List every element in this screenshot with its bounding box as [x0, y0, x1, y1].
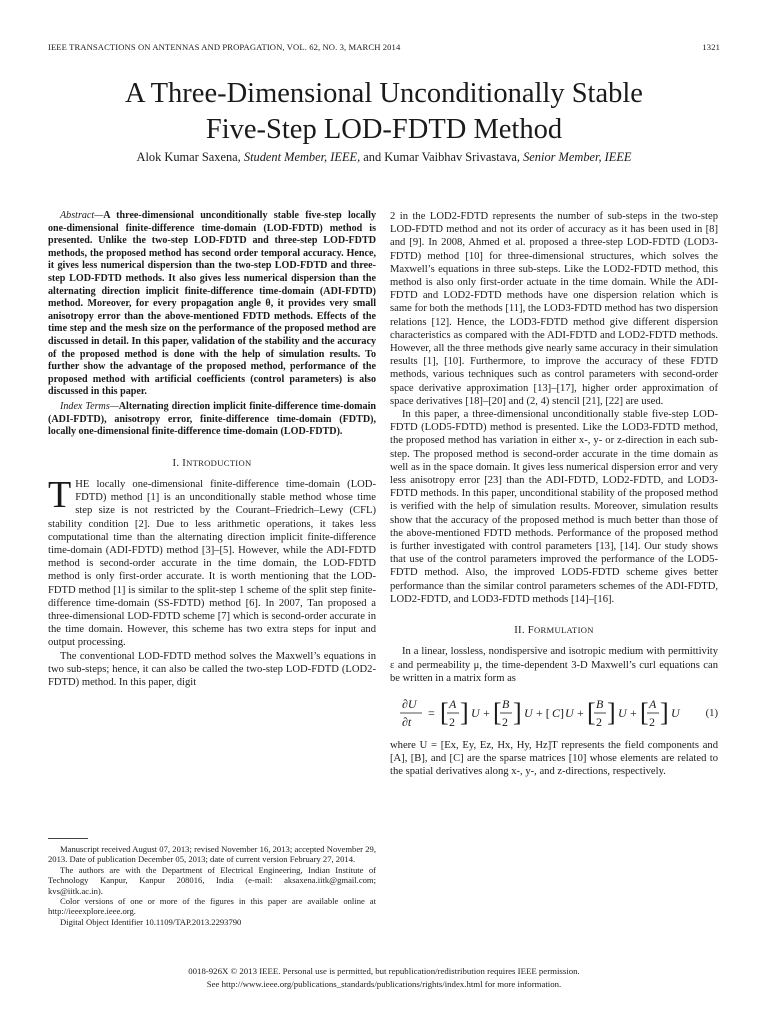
svg-text:U: U [565, 705, 574, 720]
author-line [48, 150, 720, 165]
equation-1 [390, 693, 718, 733]
svg-text:B: B [596, 696, 604, 711]
footnote-manuscript: Manuscript received August 07, 2013; revised November 16, 2013; accepted November 29, 2013. Date of publication December 05, 2013; date of current version February 27, 2014. [48, 844, 376, 865]
svg-text:2: 2 [502, 714, 508, 729]
svg-text:+ [: + [ [536, 705, 550, 720]
svg-text:U: U [524, 705, 533, 720]
author-2-role: Senior Member, IEEE [523, 150, 632, 164]
author-1-role: Student Member, IEEE, [243, 150, 361, 164]
intro-paragraph-1 [48, 473, 376, 650]
abstract [48, 210, 376, 399]
svg-text:2: 2 [449, 714, 455, 729]
intro-paragraph-2: The conventional LOD-FDTD method solves the Maxwell’s equations in two sub-steps; hence, it can also be called the two-step LOD-FDTD (LOD2-FDTD) method. In this paper, digit [48, 650, 376, 688]
svg-text:U: U [671, 705, 680, 720]
svg-text:B: B [502, 696, 510, 711]
svg-text:+: + [577, 705, 584, 720]
svg-text:]: ] [660, 697, 669, 727]
svg-text:[: [ [640, 697, 649, 727]
svg-text:]: ] [607, 697, 616, 727]
formulation-paragraph-1: In a linear, lossless, nondispersive and isotropic medium with permittivity ε and permeability μ, the time-dependent 3-D Maxwell’s curl equations can be written in a matrix form as [390, 646, 718, 684]
author-2: Kumar Vaibhav Srivastava, [384, 150, 520, 164]
formulation-paragraph-2: where U = [Ex, Ey, Ez, Hx, Hy, Hz]T represents the field components and [A], [B], and [C] are the sparse matrices [10] whose elements are related to the spatial derivatives along x-, y-, and z-directions, respectively. [390, 739, 718, 778]
index-terms-text: Alternating direction implicit finite-difference time-domain (ADI-FDTD), anisotropy error, finite-difference time-domain (FDTD), locally one-dimensional finite-difference time-domain (LOD-FDTD). [48, 400, 376, 438]
journal-header: IEEE TRANSACTIONS ON ANTENNAS AND PROPAGATION, VOL. 62, NO. 3, MARCH 2014 [48, 42, 401, 52]
author-1: Alok Kumar Saxena, [136, 150, 241, 164]
svg-text:∂t: ∂t [402, 714, 412, 729]
svg-text:U: U [471, 705, 480, 720]
svg-text:]: ] [560, 705, 564, 720]
svg-text:2: 2 [596, 714, 602, 729]
footnote-rule [48, 838, 88, 839]
equation-1-graphic [390, 693, 718, 733]
copyright-footer: 0018-926X © 2013 IEEE. Personal use is permitted, but republication/redistribution requires IEEE permission. [188, 966, 580, 976]
equation-1-number: (1) [705, 707, 718, 719]
page-number: 1321 [702, 42, 720, 52]
intro-p1-text: HE locally one-dimensional finite-difference time-domain (LOD-FDTD) method [1] is an unconditionally stable method whose time step size is not restricted by the Courant–Friedrich–Lewy (CFL) stability condition [2]. Due to less arithmetic operations, it takes less computational time than the alternating direction implicit finite-difference time-domain (ADI-FDTD) method [3]–[5]. However, while the ADI-FDTD method is second-order accurate in the time domain, the LOD-FDTD method is only first-order accurate. It is worth mentioning that the LOD-FDTD method [1] is similar to the split-step 1 scheme of the split step finite-difference time-domain (SS-FDTD) method [6]. In 2007, Tan proposed a three-dimensional LOD-FDTD scheme [7] which is second-order accurate in the time domain. However, this scheme has two extra steps for input and output processing. [48, 478, 376, 649]
footnote-affiliation: The authors are with the Department of Electrical Engineering, Indian Institute of Technology Kanpur, Kanpur 208016, India (e-mail: aksaxena.iitk@gmail.com; kvs@iitk.ac.in). [48, 864, 376, 896]
svg-text:]: ] [513, 697, 522, 727]
svg-text:[: [ [493, 697, 502, 727]
index-terms-lead: Index Terms— [60, 400, 119, 412]
section-heading-formulation: II. FORMULATION [514, 625, 594, 637]
svg-text:+: + [630, 705, 637, 720]
svg-text:[: [ [440, 697, 449, 727]
svg-text:C: C [552, 705, 561, 720]
svg-text:]: ] [460, 697, 469, 727]
svg-text:U: U [618, 705, 627, 720]
section-heading-introduction: I. INTRODUCTION [172, 457, 252, 469]
svg-text:∂U: ∂U [402, 696, 417, 711]
intro-paragraph-2-continued: 2 in the LOD2-FDTD represents the number of sub-steps in the two-step LOD-FDTD method and not its order of accuracy as it has been used in [8] and [9]. In 2008, Ahmed et al. proposed a three-step LOD-FDTD (LOD3-FDTD) method [10] for three-dimensional structures, which solves the Maxwell’s equations in three sub-steps. Like the LOD2-FDTD method, this method is also only first-order actuate in the time domain. While the ADI-FDTD and LOD2-FDTD methods have one dispersion relation which is same for both the methods [11], the LOD3-FDTD method has two dispersion relations [12]. Hence, the LOD3-FDTD method give different dispersion characteristics as compared with the ADI-FDTD and LOD2-FDTD methods. However, all the three methods give nearly same accuracy in their simulation results [1], [10]. Furthermore, to improve the accuracy of these FDTD methods, various techniques such as control parameters with second-order space derivative approximation [13]–[17], higher order approximation of space derivatives [18]–[20] and (2, 4) stencil [21], [22] are used. [390, 211, 718, 407]
svg-text:+: + [483, 705, 490, 720]
intro-paragraph-3: In this paper, a three-dimensional unconditionally stable five-step LOD-FDTD (LOD5-FDTD) method is presented. Like the LOD3-FDTD method, the proposed method has variation in either x-, y- or z-direction in each sub-step. The proposed method is second-order accurate in the time domain as well as in the space domain. It gives less numerical dispersion error and very less anisotropy error [23] than the ADI-FDTD, LOD2-FDTD, and LOD3-FDTD methods. In this paper, unconditional stability of the proposed method is verified with the help of simulation results. Moreover, simulation results show that the accuracy of the proposed method is much better than those of the above-mentioned FDTD methods. Performance of the proposed method is further investigated with control parameters [13], [14]. Our study shows that use of the control parameters improved the performance of the LOD5-FDTD method. Also, the improved LOD5-FDTD scheme gives better performance than the similar control parameters schemes of the ADI-FDTD, LOD2-FDTD, and LOD3-FDTD methods [14]–[16]. [390, 409, 718, 605]
index-terms [48, 401, 376, 439]
rights-footer: See http://www.ieee.org/publications_standards/publications/rights/index.html for more information. [206, 979, 562, 989]
right-column [390, 210, 718, 779]
footnote-doi: Digital Object Identifier 10.1109/TAP.2013.2293790 [60, 916, 242, 927]
svg-text:[: [ [587, 697, 596, 727]
svg-text:A: A [649, 696, 657, 711]
abstract-text: A three-dimensional unconditionally stable five-step locally one-dimensional finite-difference time-domain (LOD-FDTD) method is presented. Unlike the two-step LOD-FDTD and three-step LOD-FDTD methods, the proposed method has second order temporal accuracy. Hence, it gives less numerical dispersion than the two-step LOD-FDTD and three-step LOD-FDTD methods. It also gives less numerical dispersion than the alternating direction implicit finite-difference time-domain (ADI-FDTD) method. Moreover, for every propagation angle θ, it provides very small anisotropy error than the above-mentioned FDTD methods. Effects of the time step and the mesh size on the performance of the proposed method are discussed in detail. In this paper, validation of the stability and the accuracy of the proposed method is done with the help of simulation results. To further show the advantage of the proposed method, performance of the proposed method with artificial coefficients (control parameters) is also discussed in this paper. [48, 210, 376, 398]
footnote-color: Color versions of one or more of the figures in this paper are available online at http://ieeexplore.ieee.org. [48, 896, 376, 917]
abstract-lead: Abstract— [60, 210, 104, 221]
svg-text:A: A [449, 696, 457, 711]
paper-title-line-2: Five-Step LOD-FDTD Method [205, 114, 563, 145]
paper-title-line-1: A Three-Dimensional Unconditionally Stable [125, 78, 643, 109]
running-header [48, 42, 720, 54]
svg-text:=: = [428, 705, 435, 720]
left-column [48, 210, 376, 689]
author-conjunction: and [363, 150, 382, 164]
footnotes [48, 844, 376, 927]
svg-text:2: 2 [649, 714, 655, 729]
drop-cap: T [48, 473, 72, 516]
